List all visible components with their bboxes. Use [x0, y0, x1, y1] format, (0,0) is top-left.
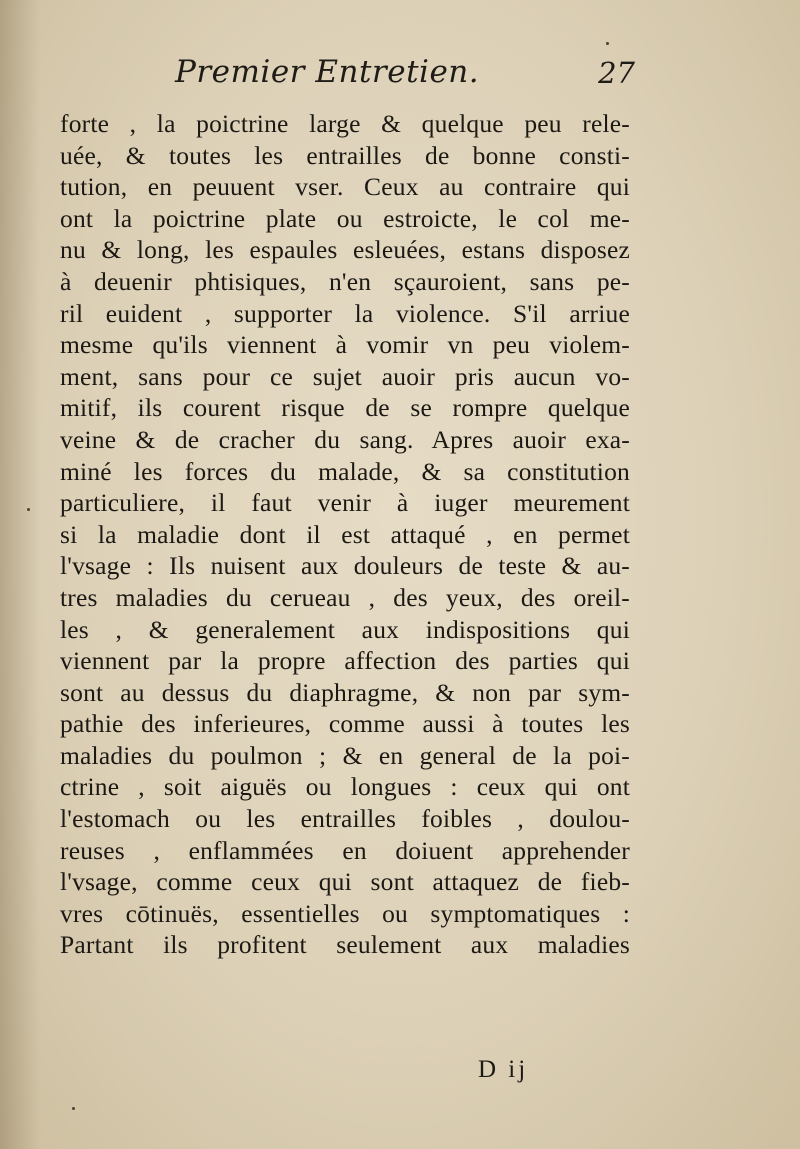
- text-line: l'vsage, comme ceux qui sont attaquez de fieb-: [60, 867, 630, 897]
- text-line: l'estomach ou les entrailles foibles , doulou-: [60, 804, 630, 834]
- text-line: vres cōtinuës, essentielles ou symptomatiques :: [60, 898, 630, 928]
- page-number: 27: [598, 56, 635, 90]
- text-line: viennent par la propre affection des parties qui: [60, 646, 630, 676]
- text-line: ctrine , soit aiguës ou longues : ceux qui ont: [60, 772, 630, 802]
- text-line: pathie des inferieures, comme aussi à toutes les: [60, 709, 630, 739]
- ink-speck: [27, 508, 30, 511]
- text-line: tres maladies du cerueau , des yeux, des oreil-: [60, 582, 630, 612]
- text-line: à deuenir phtisiques, n'en sçauroient, sans pe-: [60, 266, 630, 296]
- text-line: forte , la poictrine large & quelque peu rele-: [60, 109, 630, 138]
- ink-speck: [606, 42, 609, 45]
- text-line: uée, & toutes les entrailles de bonne consti-: [60, 140, 630, 170]
- text-line: ont la poictrine plate ou estroicte, le col me-: [60, 203, 630, 233]
- running-head: [175, 54, 645, 98]
- text-line: l'vsage : Ils nuisent aux douleurs de teste & au-: [60, 551, 630, 581]
- text-line: ril euident , supporter la violence. S'il arriue: [60, 298, 630, 328]
- signature-mark: D ij: [478, 1056, 529, 1083]
- text-line: reuses , enflammées en doiuent apprehender: [60, 835, 630, 865]
- text-line: si la maladie dont il est attaqué , en permet: [60, 519, 630, 549]
- text-line: veine & de cracher du sang. Apres auoir exa-: [60, 424, 630, 454]
- text-line: miné les forces du malade, & sa constitution: [60, 456, 630, 486]
- text-line: ment, sans pour ce sujet auoir pris aucun vo-: [60, 361, 630, 391]
- text-line: particuliere, il faut venir à iuger meurement: [60, 488, 630, 518]
- running-title: Premier Entretien.: [175, 54, 480, 90]
- ink-speck: [72, 1107, 75, 1110]
- text-line: les , & generalement aux indispositions qui: [60, 614, 630, 644]
- text-line: nu & long, les espaules esleuées, estans disposez: [60, 235, 630, 265]
- text-line: tution, en peuuent vser. Ceux au contraire qui: [60, 172, 630, 202]
- text-line: sont au dessus du diaphragme, & non par sym-: [60, 677, 630, 707]
- text-line: Partant ils profitent seulement aux maladies: [60, 930, 630, 960]
- text-line: mitif, ils courent risque de se rompre quelque: [60, 393, 630, 423]
- body-text: [60, 108, 630, 961]
- text-line: maladies du poulmon ; & en general de la poi-: [60, 740, 630, 770]
- text-line: mesme qu'ils viennent à vomir vn peu violem-: [60, 330, 630, 360]
- gutter-shadow: [0, 0, 40, 1149]
